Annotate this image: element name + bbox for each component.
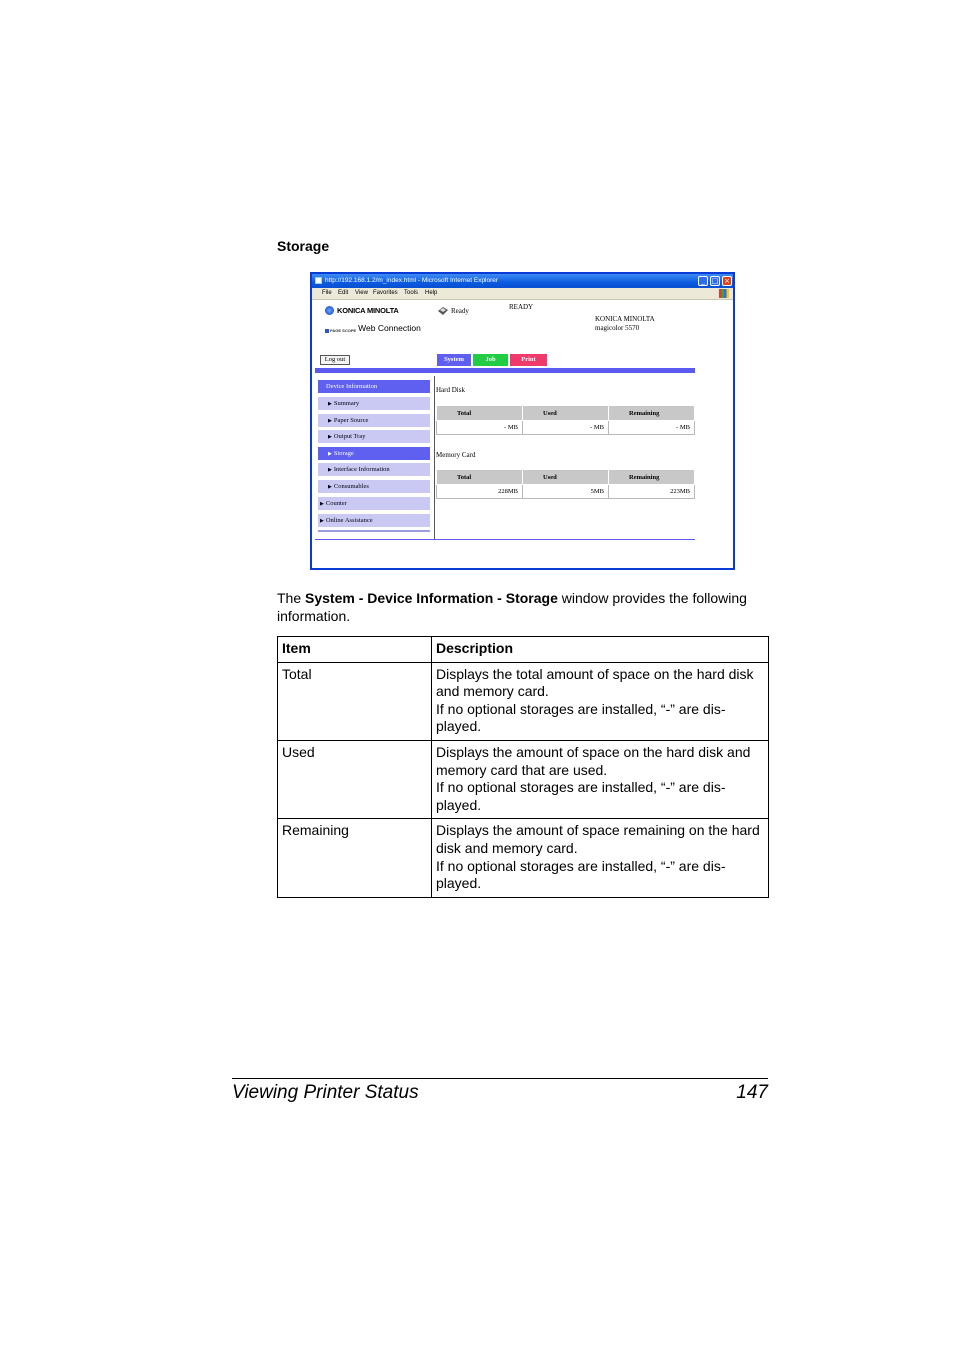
menu-favorites[interactable]: Favorites [373,290,398,296]
pagescope-badge: PAGE SCOPE [325,329,356,333]
triangle-right-icon: ▶ [320,502,324,507]
sidebar-item-counter[interactable] [318,497,430,510]
description-note: If no optional storages are installed, “-” are dis-played. [436,857,726,892]
sidebar-item-device-information[interactable] [318,380,430,393]
ie-icon [315,277,322,284]
column-header-description: Description [432,637,769,663]
table-cell: - MB [437,421,523,435]
model-brand: KONICA MINOLTA [595,315,655,323]
triangle-right-icon: ▶ [328,402,332,407]
sidebar-item-label: Paper Source [333,417,369,424]
sidebar-item-storage[interactable] [318,447,430,460]
sidebar-item-output-tray[interactable] [318,430,430,443]
description-note: If no optional storages are installed, “-” are dis-played. [436,779,726,813]
browser-titlebar [312,274,733,288]
description-text: Displays the total amount of space on the hard disk and memory card. [436,665,754,700]
column-header: Used [523,470,609,485]
footer-title: Viewing Printer Status [232,1082,419,1103]
header-divider [315,368,695,373]
section-heading: Storage [277,238,330,254]
hard-disk-label: Hard Disk [436,386,465,394]
sidebar-item-label: Device Information [326,383,378,390]
column-header-item: Item [278,637,432,663]
sidebar-item-label: Storage [333,450,354,457]
table-cell: - MB [523,421,609,435]
description-cell [432,740,769,818]
sidebar-item-label: Counter [325,500,347,507]
intro-paragraph [277,589,769,625]
description-cell [432,662,769,740]
memory-card-table [436,469,695,499]
printer-status-icon [437,305,449,317]
table-row [278,740,769,818]
sidebar-item-consumables[interactable] [318,480,430,493]
sidebar-item-summary[interactable] [318,397,430,410]
item-cell: Total [278,662,432,740]
menu-help[interactable]: Help [425,290,438,296]
triangle-right-icon: ▶ [328,435,332,440]
triangle-right-icon: ▶ [320,519,324,524]
column-header: Total [437,406,523,421]
description-note: If no optional storages are installed, “-” are dis-played. [436,700,726,735]
sidebar-item-online-assistance[interactable] [318,514,430,527]
logout-button[interactable]: Log out [320,355,350,365]
sidebar-item-label: Interface Information [333,466,390,473]
hard-disk-table [436,405,695,435]
menu-view[interactable]: View [355,290,368,296]
description-text: Displays the amount of space on the hard disk and memory card that are used. [436,743,751,778]
sidebar-item-paper-source[interactable] [318,414,430,427]
description-cell [432,819,769,897]
sidebar-item-label: Online Assistance [325,517,373,524]
pagescope-logo [325,323,421,333]
table-row [278,819,769,897]
logo-product: Web Connection [358,323,421,333]
globe-icon [325,306,334,315]
description-table [277,636,769,898]
tab-print[interactable]: Print [510,354,547,366]
menu-file[interactable]: File [322,290,332,296]
triangle-right-icon: ▶ [328,468,332,473]
menu-tools[interactable]: Tools [404,290,419,296]
status-ready: Ready [451,307,469,315]
column-header: Used [523,406,609,421]
menu-edit[interactable]: Edit [338,290,349,296]
column-header: Remaining [609,470,695,485]
paragraph-prefix: The [277,590,306,606]
triangle-right-icon: ▶ [328,419,332,424]
menu-bar [312,288,733,300]
content-bottom-rule [315,539,695,540]
maximize-button[interactable]: □ [711,277,719,285]
browser-title: http://192.168.1.2/m_index.html - Microsoft Internet Explorer [325,277,499,284]
triangle-right-icon: ▶ [328,485,332,490]
sidebar-item-label: Output Tray [333,433,366,440]
column-header: Total [437,470,523,485]
sidebar-item-interface-information[interactable] [318,463,430,476]
status-text: READY [509,303,534,311]
sidebar-item-label: Summary [333,400,360,407]
item-cell: Remaining [278,819,432,897]
description-text: Displays the amount of space remaining on the hard disk and memory card. [436,822,760,856]
tab-job[interactable]: Job [473,354,508,366]
browser-window [310,272,735,570]
sidebar-item-label: Consumables [333,483,369,490]
close-button[interactable]: × [722,276,732,286]
page-number: 147 [736,1082,768,1103]
tab-system[interactable]: System [437,354,471,366]
table-cell: - MB [609,421,695,435]
column-header: Remaining [609,406,695,421]
table-cell: 5MB [523,485,609,499]
windows-flag-icon [719,289,729,298]
table-cell: 223MB [609,485,695,499]
memory-card-label: Memory Card [436,451,476,459]
triangle-right-icon: ▶ [328,452,332,457]
logo-brand: KONICA MINOLTA [337,306,399,315]
content-divider [434,376,435,539]
item-cell: Used [278,740,432,818]
table-cell: 228MB [437,485,523,499]
minimize-button[interactable]: _ [698,276,708,286]
sidebar-divider [318,530,430,532]
table-row [437,421,695,435]
table-row [437,485,695,499]
table-row [278,662,769,740]
konica-minolta-logo [325,306,399,315]
footer-rule [232,1078,768,1079]
model-name: magicolor 5570 [595,324,640,332]
paragraph-bold: System - Device Information - Storage [305,590,558,606]
paragraph-suffix: window provides the following information. [277,590,747,624]
